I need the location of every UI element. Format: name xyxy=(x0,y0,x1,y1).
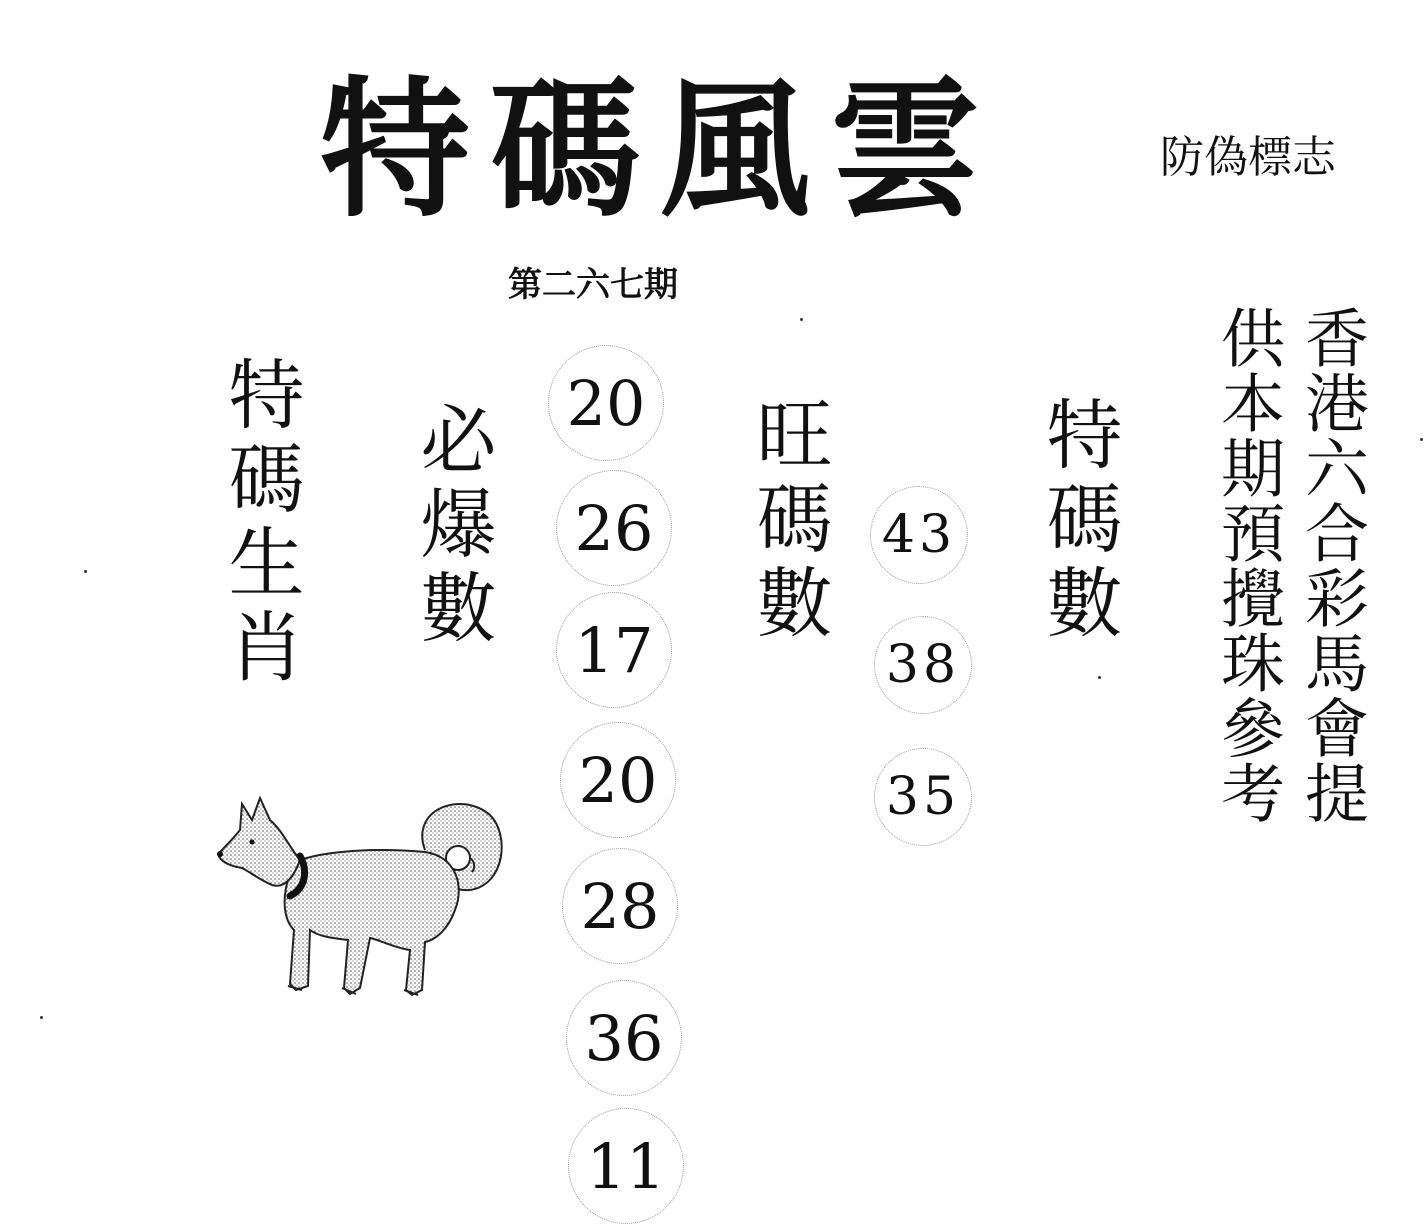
label-must-explode xyxy=(404,400,500,700)
hot-number: 43 xyxy=(870,486,968,584)
page-title: 特碼風雲 xyxy=(320,62,1001,238)
must-explode-number: 28 xyxy=(562,848,678,964)
notice-column-1-text: 香港六合彩馬會提 xyxy=(1294,305,1368,825)
notice-column-1 xyxy=(1288,305,1373,985)
label-special-numbers xyxy=(1030,395,1126,695)
label-special-zodiac-text: 特碼生肖 xyxy=(216,355,305,691)
must-explode-number: 20 xyxy=(560,722,676,838)
label-special-zodiac xyxy=(212,355,308,715)
label-special-numbers-text: 特碼數 xyxy=(1034,395,1123,647)
must-explode-number: 20 xyxy=(548,345,664,461)
issue-number: 第二六七期 xyxy=(508,265,678,305)
anti-counterfeit-mark: 防偽標志 xyxy=(1160,132,1336,183)
label-must-explode-text: 必爆數 xyxy=(408,400,497,652)
hot-number: 38 xyxy=(874,616,972,714)
label-hot-numbers xyxy=(740,395,836,695)
must-explode-number: 36 xyxy=(566,980,682,1096)
must-explode-number: 26 xyxy=(556,470,672,586)
hot-number: 35 xyxy=(874,748,972,846)
dog-illustration xyxy=(210,790,510,1010)
must-explode-number: 17 xyxy=(556,592,672,708)
must-explode-number: 11 xyxy=(568,1108,684,1224)
notice-column-2 xyxy=(1204,305,1289,985)
label-hot-numbers-text: 旺碼數 xyxy=(744,395,833,647)
notice-column-2-text: 供本期預攪珠參考 xyxy=(1210,305,1284,825)
